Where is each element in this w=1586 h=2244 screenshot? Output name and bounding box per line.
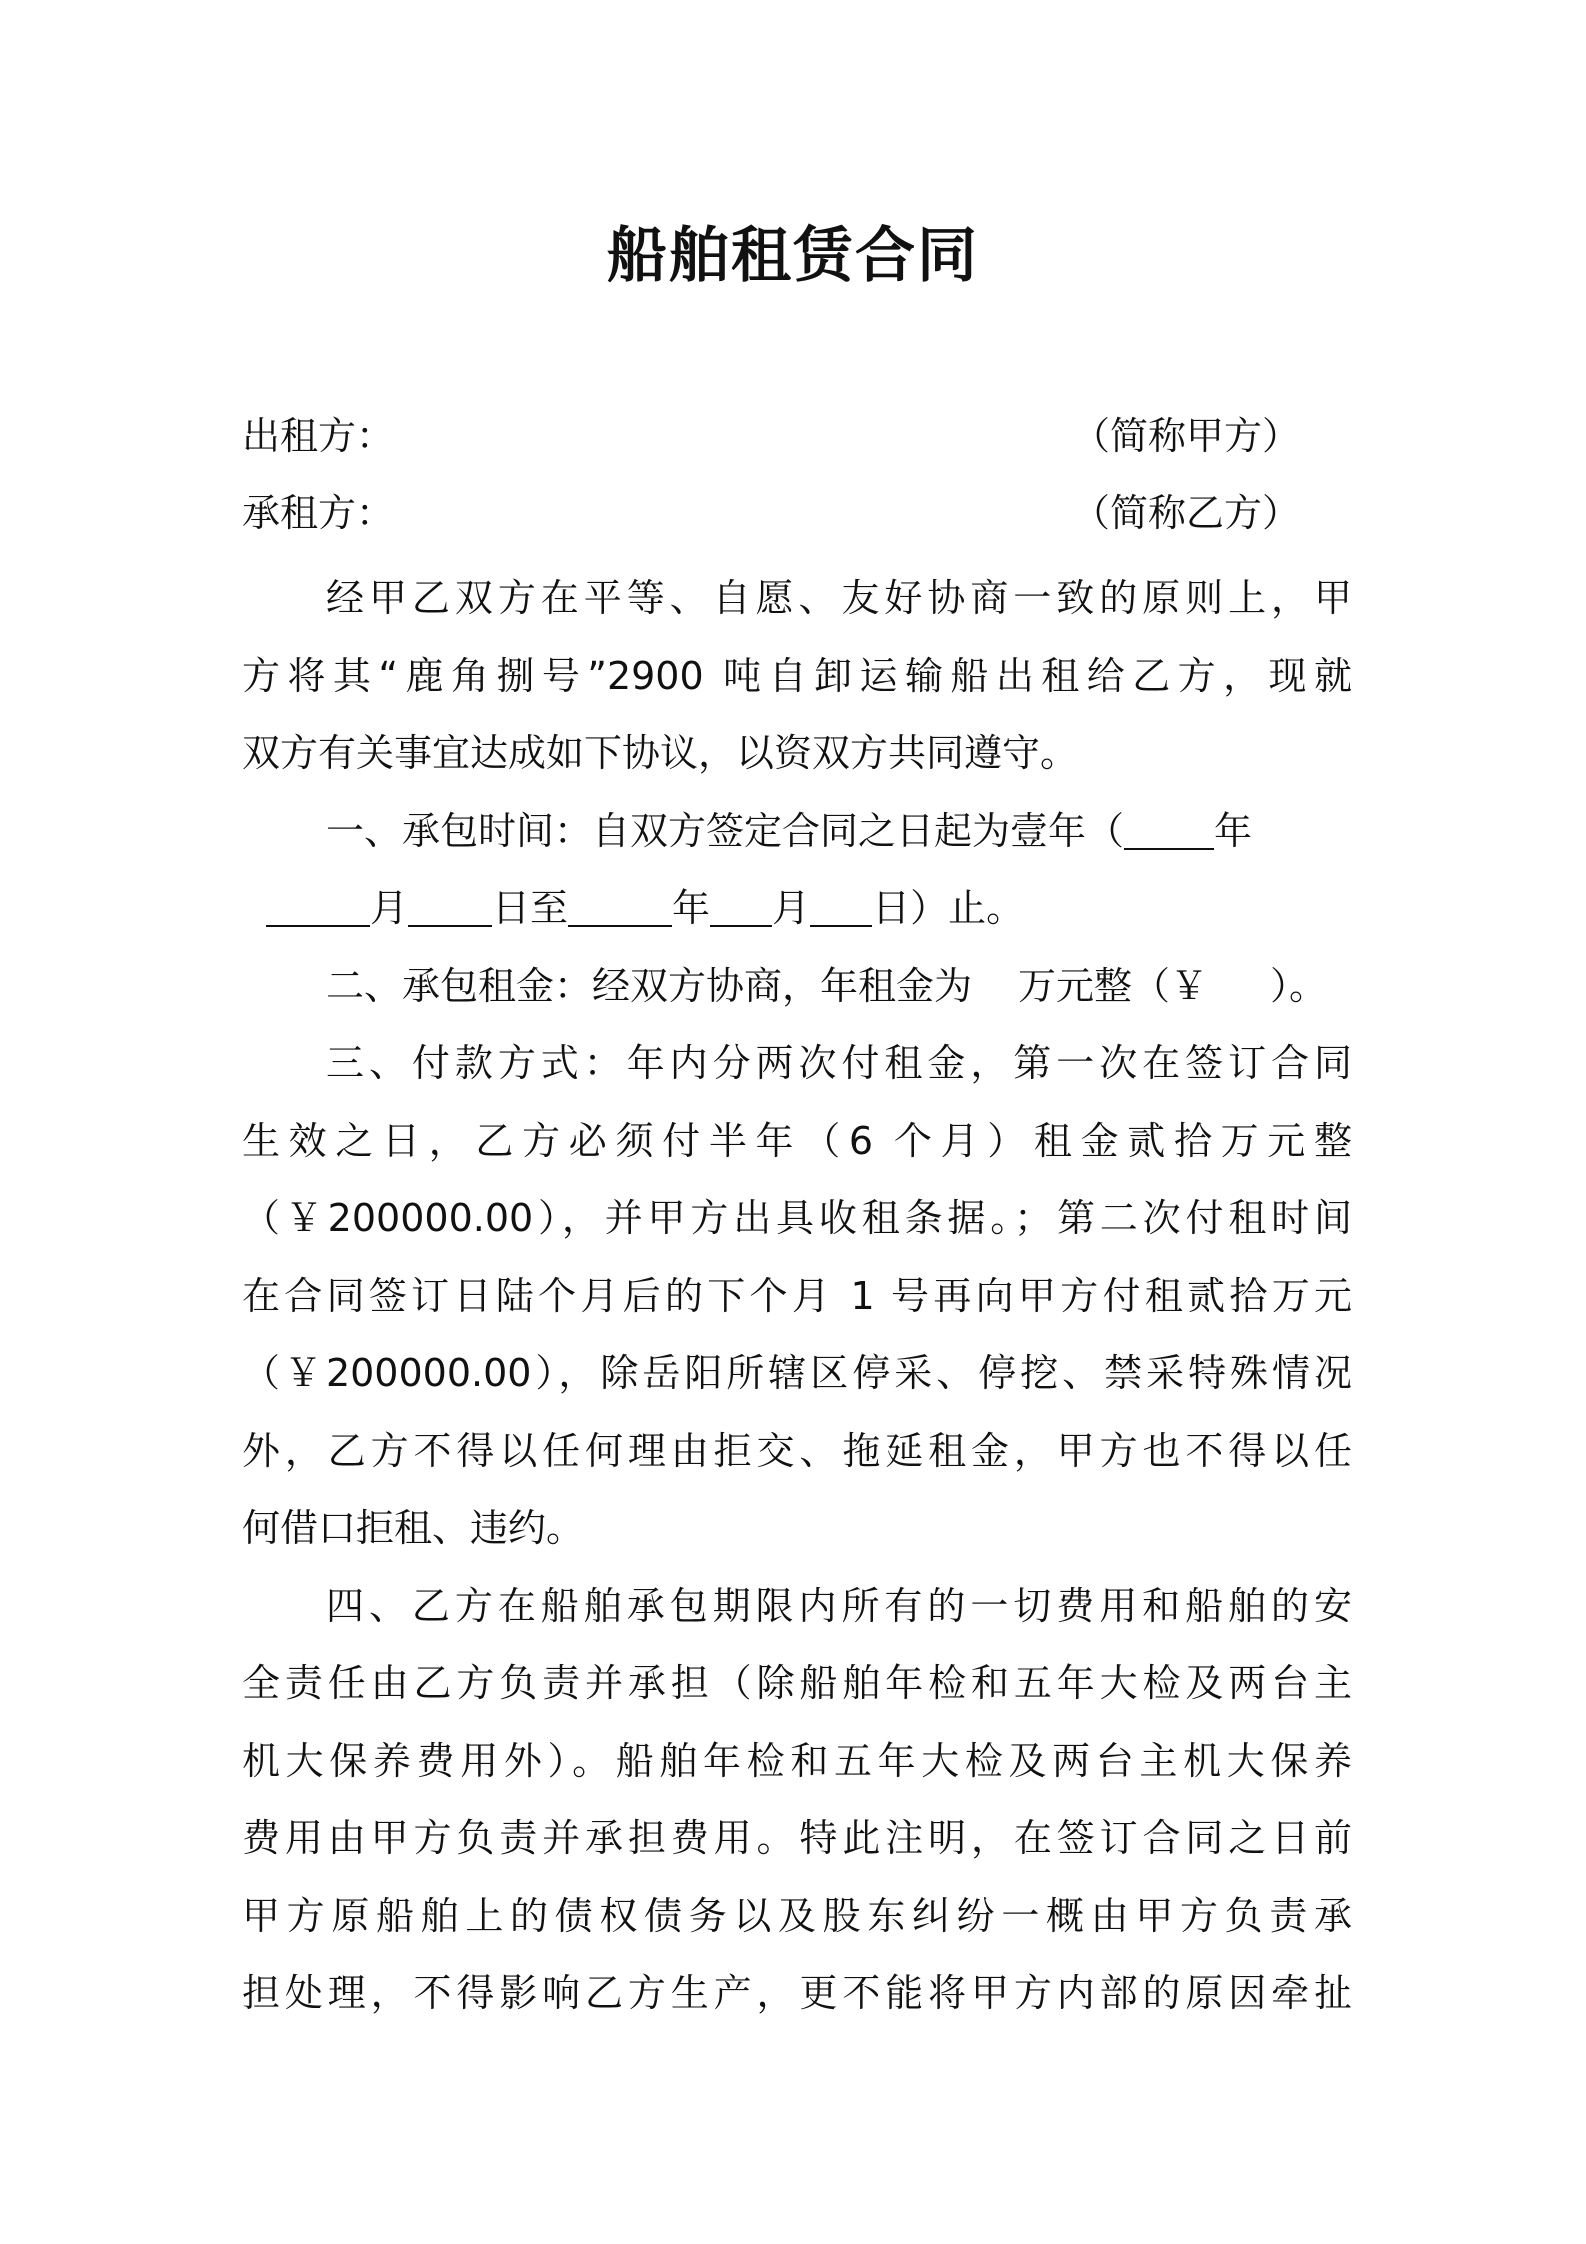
end-day-label: 日）止。	[872, 886, 1025, 930]
payment-line: 外，乙方不得以任何理由拒交、拖延租金，甲方也不得以任	[242, 1428, 1352, 1473]
contract-body	[242, 560, 1352, 2033]
end-year-label: 年	[672, 886, 711, 930]
lessor-row	[242, 406, 1352, 466]
day-to-label: 日至	[492, 886, 569, 930]
term-year-label: 年	[1214, 808, 1253, 853]
end-day-blank[interactable]	[810, 885, 872, 927]
payment-line: （￥200000.00），并甲方出具收租条据。；第二次付租时间	[242, 1196, 1352, 1240]
lessor-label: 出租方：	[242, 414, 395, 458]
lessor-short-name: （简称甲方）	[1072, 414, 1301, 458]
lessee-row	[242, 483, 1352, 543]
rent-close-text: ）。	[1270, 963, 1328, 1008]
intro-line: 双方有关事宜达成如下协议，以资双方共同遵守。	[242, 731, 1079, 775]
document-title: 船舶租赁合同	[607, 221, 979, 291]
rent-line	[242, 948, 1352, 1026]
payment-line: 三、付款方式：年内分两次付租金，第一次在签订合同	[326, 1041, 1352, 1085]
end-year-blank[interactable]	[568, 885, 672, 927]
end-month-blank[interactable]	[710, 885, 772, 927]
cost-line: 费用由甲方负责并承担费用。特此注明，在签订合同之日前	[242, 1816, 1352, 1860]
lessee-label: 承租方：	[242, 491, 395, 535]
day-blank[interactable]	[408, 885, 492, 927]
rent-text: 二、承包租金：经双方协商，年租金为	[326, 963, 973, 1008]
cost-line: 甲方原船舶上的债权债务以及股东纠纷一概由甲方负责承	[242, 1893, 1352, 1938]
payment-line: 生效之日，乙方必须付半年（6 个月）租金贰拾万元整	[242, 1118, 1352, 1163]
term-date-line	[242, 870, 1352, 948]
month-blank[interactable]	[266, 885, 370, 927]
payment-line: 何借口拒租、违约。	[242, 1506, 585, 1550]
cost-line: 机大保养费用外）。船舶年检和五年大检及两台主机大保养	[242, 1738, 1352, 1783]
year-blank[interactable]	[1124, 808, 1214, 850]
payment-line: 在合同签订日陆个月后的下个月 1 号再向甲方付租贰拾万元	[242, 1273, 1352, 1318]
cost-line: 全责任由乙方负责并承担（除船舶年检和五年大检及两台主	[242, 1661, 1352, 1705]
end-month-label: 月	[772, 886, 811, 930]
lessee-short-name: （简称乙方）	[1072, 491, 1301, 535]
term-text: 一、承包时间：自双方签定合同之日起为壹年（	[326, 808, 1125, 853]
payment-line: （￥200000.00），除岳阳所辖区停采、停挖、禁采特殊情况	[242, 1351, 1352, 1395]
rent-unit-text: 万元整（￥	[1018, 963, 1209, 1008]
term-line	[242, 793, 1352, 871]
cost-line: 担处理，不得影响乙方生产，更不能将甲方内部的原因牵扯	[242, 1971, 1352, 2015]
cost-line: 四、乙方在船舶承包期限内所有的一切费用和船舶的安	[326, 1583, 1352, 1628]
month-label: 月	[370, 886, 409, 930]
intro-line: 方将其“鹿角捌号”2900 吨自卸运输船出租给乙方，现就	[242, 653, 1352, 698]
intro-line: 经甲乙双方在平等、自愿、友好协商一致的原则上，甲	[326, 576, 1352, 620]
